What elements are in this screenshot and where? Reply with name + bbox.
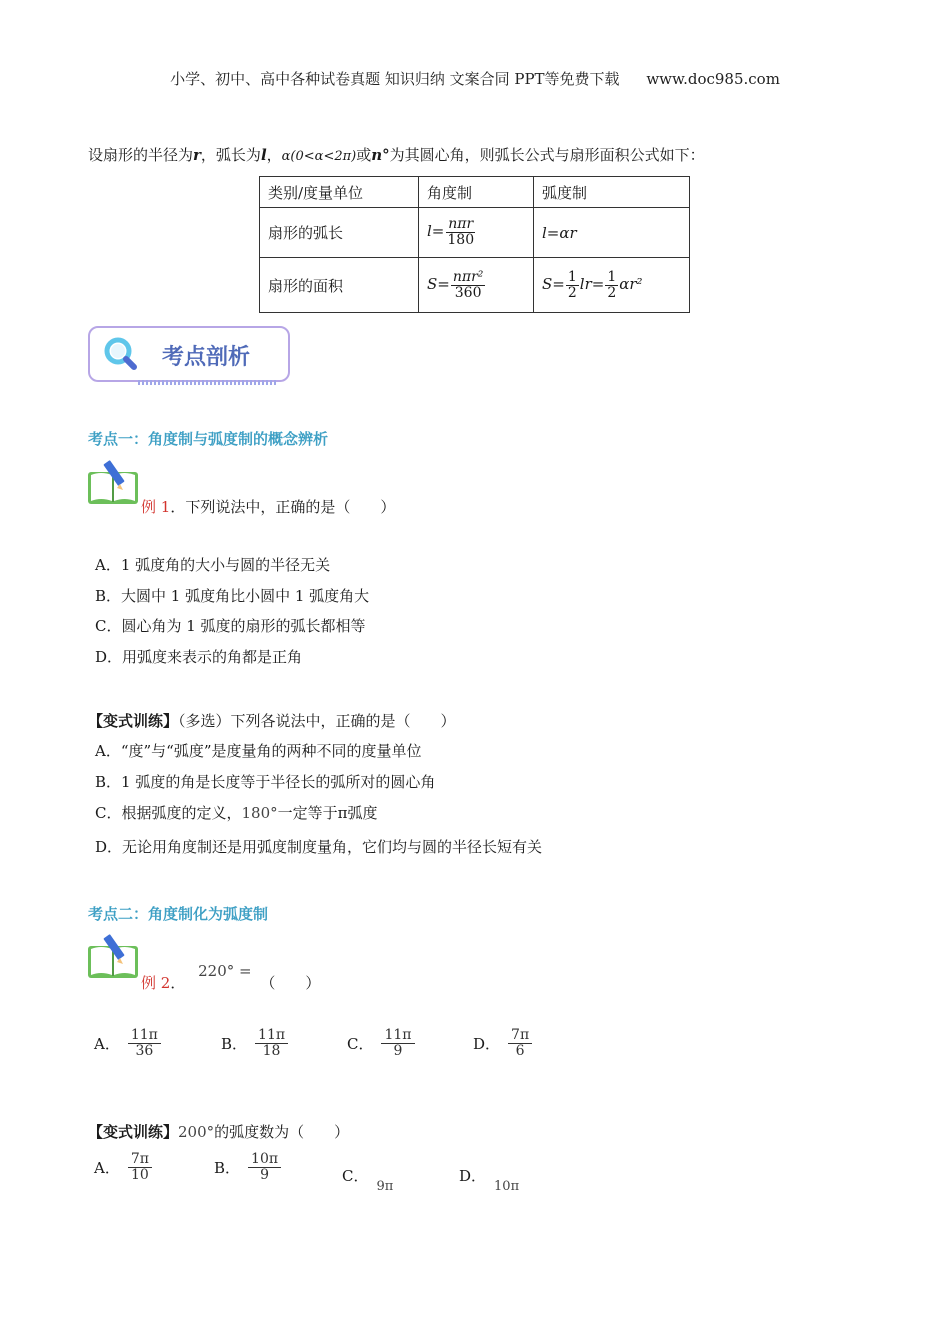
frac-den: 9 xyxy=(260,1167,269,1184)
example-dot: ． xyxy=(170,974,186,992)
variant-option-c xyxy=(95,802,377,823)
book-pencil-icon xyxy=(86,932,140,980)
frac-den: 10 xyxy=(130,1167,149,1184)
frac-num: 11π xyxy=(381,1028,414,1044)
variant-choice-c xyxy=(342,1165,394,1194)
section-banner xyxy=(88,326,290,384)
intro-paragraph xyxy=(88,144,705,165)
choice-c xyxy=(347,1028,415,1060)
formula-tail: αr² xyxy=(619,275,643,293)
row-label: 扇形的弧长 xyxy=(260,208,419,258)
intro-text-2: ，弧长为 xyxy=(200,146,261,164)
variant-option-a: A．“度”与“弧度”是度量角的两种不同的度量单位 xyxy=(95,742,422,760)
choice-d xyxy=(473,1028,532,1060)
choice-label: D． xyxy=(459,1167,487,1185)
header-site: www.doc985.com xyxy=(646,70,780,88)
variant-2 xyxy=(88,1121,349,1142)
math-200: 200° xyxy=(178,1123,215,1141)
option-d: D．用弧度来表示的角都是正角 xyxy=(95,648,303,666)
option-a: A．1 弧度角的大小与圆的半径无关 xyxy=(95,556,331,574)
var-r: r xyxy=(193,146,201,164)
variant-1 xyxy=(88,710,456,731)
choice-label: A． xyxy=(94,1035,120,1054)
example-label: 例 2 xyxy=(141,974,171,992)
section-1-title: 考点一：角度制与弧度制的概念辨析 xyxy=(88,430,329,448)
frac-num: 7π xyxy=(508,1028,532,1044)
frac-num: 1 xyxy=(567,268,577,285)
example-2 xyxy=(141,960,321,992)
table-row xyxy=(260,258,690,313)
choice-label: C． xyxy=(347,1035,374,1054)
variant-title: 【变式训练】 xyxy=(88,712,179,730)
option-b: B．大圆中 1 弧度角比小圆中 1 弧度角大 xyxy=(95,587,370,605)
frac-den: 2 xyxy=(607,284,617,301)
choice-label: A． xyxy=(94,1159,120,1178)
variant-choice-b xyxy=(214,1152,281,1184)
frac-den: 36 xyxy=(135,1043,154,1060)
variant-title: 【变式训练】 xyxy=(88,1123,179,1141)
frac-den: 360 xyxy=(454,284,482,301)
alpha-condition: α(0<α<2π) xyxy=(281,149,357,164)
table-header-row xyxy=(260,177,690,208)
arc-degree-formula xyxy=(419,208,534,258)
frac-den: 180 xyxy=(447,232,475,248)
choice-value: 9π xyxy=(376,1178,394,1194)
example-label: 例 1 xyxy=(141,498,171,516)
section-2-title: 考点二：角度制化为弧度制 xyxy=(88,905,269,923)
frac-den: 18 xyxy=(262,1043,281,1060)
choice-value: 10π xyxy=(494,1178,520,1194)
banner-title: 考点剖析 xyxy=(162,345,251,370)
choice-label: B． xyxy=(221,1035,248,1054)
frac-num: 1 xyxy=(607,268,617,285)
variant-choice-d xyxy=(459,1165,520,1194)
frac-num: nπr xyxy=(448,216,474,233)
area-radian-formula xyxy=(534,258,690,313)
formula-lhs: S= xyxy=(542,275,565,293)
area-degree-formula xyxy=(419,258,534,313)
frac-den: 2 xyxy=(567,284,577,301)
table-header-cell: 弧度制 xyxy=(534,177,690,208)
frac-num: nπr² xyxy=(452,268,484,285)
arc-radian-formula: l=αr xyxy=(534,208,690,258)
frac-num: 11π xyxy=(255,1028,288,1044)
header-text: 小学、初中、高中各种试卷真题 知识归纳 文案合同 PPT等免费下载 xyxy=(170,70,620,88)
variant-option-b: B．1 弧度的角是长度等于半径长的弧所对的圆心角 xyxy=(95,773,436,791)
intro-text-3: ， xyxy=(266,146,282,164)
math-220: 220° = xyxy=(198,962,252,980)
example-paren: （ ） xyxy=(260,974,321,992)
option-tail: 一定等于π弧度 xyxy=(277,804,378,822)
variant-option-d: D．无论用角度制还是用弧度制度量角，它们均与圆的半径长短有关 xyxy=(95,838,543,856)
formula-mid: lr= xyxy=(579,275,605,293)
page-header xyxy=(0,68,950,89)
variant-choice-a xyxy=(94,1152,152,1184)
intro-text-4: 或 xyxy=(356,146,372,164)
frac-den: 6 xyxy=(515,1043,525,1060)
magnifier-icon xyxy=(102,336,142,372)
table-header-cell: 类别/度量单位 xyxy=(260,177,419,208)
frac-num: 7π xyxy=(128,1152,152,1168)
option-text: C．根据弧度的定义， xyxy=(95,804,242,822)
row-label: 扇形的面积 xyxy=(260,258,419,313)
choice-label: D． xyxy=(473,1035,501,1054)
frac-den: 9 xyxy=(393,1043,403,1060)
table-row xyxy=(260,208,690,258)
choice-label: C． xyxy=(342,1167,369,1185)
frac-num: 10π xyxy=(248,1152,281,1168)
option-c: C．圆心角为 1 弧度的扇形的弧长都相等 xyxy=(95,617,366,635)
var-l: l xyxy=(260,146,267,164)
example-1 xyxy=(141,496,395,517)
math-180: 180° xyxy=(241,804,278,822)
variant-question: （多选）下列各说法中，正确的是（ ） xyxy=(178,712,456,730)
example-question: ．下列说法中，正确的是（ ） xyxy=(170,498,396,516)
choice-b xyxy=(221,1028,288,1060)
var-n: n° xyxy=(371,146,390,164)
choice-a xyxy=(94,1028,161,1060)
formula-lhs: l= xyxy=(427,222,445,241)
choice-label: B． xyxy=(214,1159,241,1178)
intro-text-5: 为其圆心角，则弧长公式与扇形面积公式如下： xyxy=(389,146,705,164)
banner-stripes xyxy=(138,380,278,385)
intro-text-1: 设扇形的半径为 xyxy=(88,146,194,164)
formula-lhs: S= xyxy=(427,275,450,293)
book-pencil-icon xyxy=(86,458,140,506)
frac-num: 11π xyxy=(128,1028,161,1044)
table-header-cell: 角度制 xyxy=(419,177,534,208)
formula-table xyxy=(259,176,690,313)
variant-question: 的弧度数为（ ） xyxy=(214,1123,350,1141)
